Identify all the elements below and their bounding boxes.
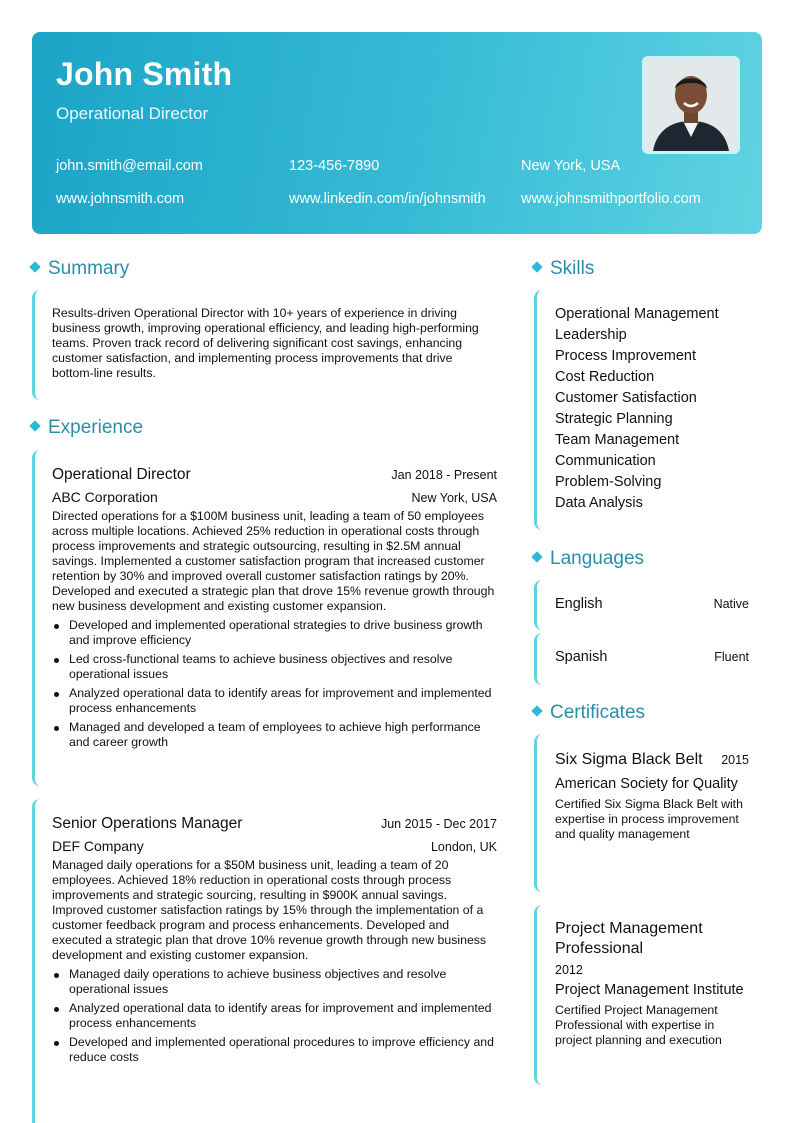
resume-header [32,32,762,234]
job-description: Directed operations for a $100M business unit, leading a team of 50 employees across multiple locations. Achieved 25% reduction in operational costs through process improvements and strategic outsourcing, resulting in $2.5M annual savings. Implemented a customer satisfaction program that increased customer retention by 30% and improved overall customer satisfaction ratings by 20%. Developed and executed a strategic plan that drove 15% revenue growth through new business development and existing customer expansion. [52,509,495,613]
bullet-icon [54,658,59,663]
bullet-item: Led cross-functional teams to achieve business objectives and resolve operational issues [52,652,497,682]
diamond-icon [531,261,542,272]
bullet-item: Managed daily operations to achieve business objectives and resolve operational issues [52,967,497,997]
certificate-name: Six Sigma Black Belt [555,751,703,768]
bullet-item: Developed and implemented operational procedures to improve efficiency and reduce costs [52,1035,497,1065]
skill-item: Communication [555,453,656,469]
job-title: Operational Director [52,466,191,483]
bullet-icon [54,1041,59,1046]
summary-heading-text: Summary [48,258,130,279]
language-level: Native [713,597,749,611]
skill-item: Team Management [555,432,680,448]
language-name: Spanish [555,649,608,665]
website-link[interactable]: www.johnsmith.com [56,191,185,207]
skill-item: Data Analysis [555,495,643,511]
skills-block [534,290,765,530]
job-bullets [52,967,497,1065]
job-company: ABC Corporation [52,489,158,505]
summary-text: Results-driven Operational Director with 10+ years of experience in driving business growth, improving operational efficiency, and leading high-performing teams. Proven track record of delivering significant cost savings, enhancing customer satisfaction, and implementing process improvements that drive bottom-line results. [52,306,479,380]
certificate-year: 2012 [555,963,583,977]
certificate-name: Project Management Professional [555,920,703,957]
experience-item [32,450,497,786]
profile-photo [642,56,740,154]
certificate-issuer: American Society for Quality [555,776,738,792]
skill-item: Cost Reduction [555,369,655,385]
bullet-icon [54,692,59,697]
bullet-icon [54,624,59,629]
bullet-icon [54,726,59,731]
summary-heading [31,258,129,280]
candidate-name: John Smith [56,56,233,92]
candidate-title: Operational Director [56,104,209,123]
location-text: New York, USA [521,158,621,174]
job-location: London, UK [430,840,497,854]
certificates-heading [533,702,645,724]
phone-number[interactable]: 123-456-7890 [289,158,380,174]
skill-item: Leadership [555,327,627,343]
bullet-item: Managed and developed a team of employees to achieve high performance and career growth [52,720,497,750]
job-bullets [52,618,497,750]
certificate-issuer: Project Management Institute [555,982,744,998]
experience-item [32,799,497,1123]
skill-item: Process Improvement [555,348,697,364]
language-level: Fluent [714,650,749,664]
skills-heading-text: Skills [550,258,595,279]
bullet-item: Analyzed operational data to identify areas for improvement and implemented process enhancements [52,1001,497,1031]
job-company: DEF Company [52,838,144,854]
job-dates: Jan 2018 - Present [391,468,497,482]
bullet-icon [54,1007,59,1012]
linkedin-link[interactable]: www.linkedin.com/in/johnsmith [289,191,486,207]
job-location: New York, USA [411,491,497,505]
language-name: English [555,596,603,612]
diamond-icon [29,420,40,431]
language-item [534,580,749,630]
diamond-icon [29,261,40,272]
bullet-item: Analyzed operational data to identify areas for improvement and implemented process enhancements [52,686,497,716]
skill-item: Operational Management [555,306,719,322]
certificate-description: Certified Six Sigma Black Belt with expertise in process improvement and quality management [555,797,743,841]
skill-item: Strategic Planning [555,411,673,427]
certificate-item [534,905,749,1085]
job-title: Senior Operations Manager [52,815,243,832]
bullet-icon [54,973,59,978]
summary-block [32,290,497,400]
diamond-icon [531,705,542,716]
certificates-heading-text: Certificates [550,702,646,723]
skills-heading [533,258,594,280]
diamond-icon [531,551,542,562]
certificate-description: Certified Project Management Professional with expertise in project planning and execution [555,1003,722,1047]
skill-item: Customer Satisfaction [555,390,697,406]
certificate-year: 2015 [721,753,749,767]
language-item [534,633,749,685]
job-dates: Jun 2015 - Dec 2017 [380,817,497,831]
experience-heading-text: Experience [48,417,144,438]
certificate-item [534,734,749,892]
bullet-item: Developed and implemented operational strategies to drive business growth and improve efficiency [52,618,497,648]
experience-heading [31,417,143,439]
profile-photo-image [645,59,737,151]
skill-item: Problem-Solving [555,474,662,490]
languages-heading [533,548,644,570]
portfolio-link[interactable]: www.johnsmithportfolio.com [521,191,701,207]
email-link[interactable]: john.smith@email.com [56,158,203,174]
languages-heading-text: Languages [550,548,645,569]
job-description: Managed daily operations for a $50M business unit, leading a team of 20 employees. Achieved 18% reduction in operational costs through process improvements and strategic sourcing, resulting in $900K annual savings. Improved customer satisfaction ratings by 15% through the implementation of a customer feedback program and process enhancements. Developed and executed a strategic plan that drove 10% revenue growth through new business development and existing customer expansion. [52,858,487,962]
skills-list [537,290,765,514]
